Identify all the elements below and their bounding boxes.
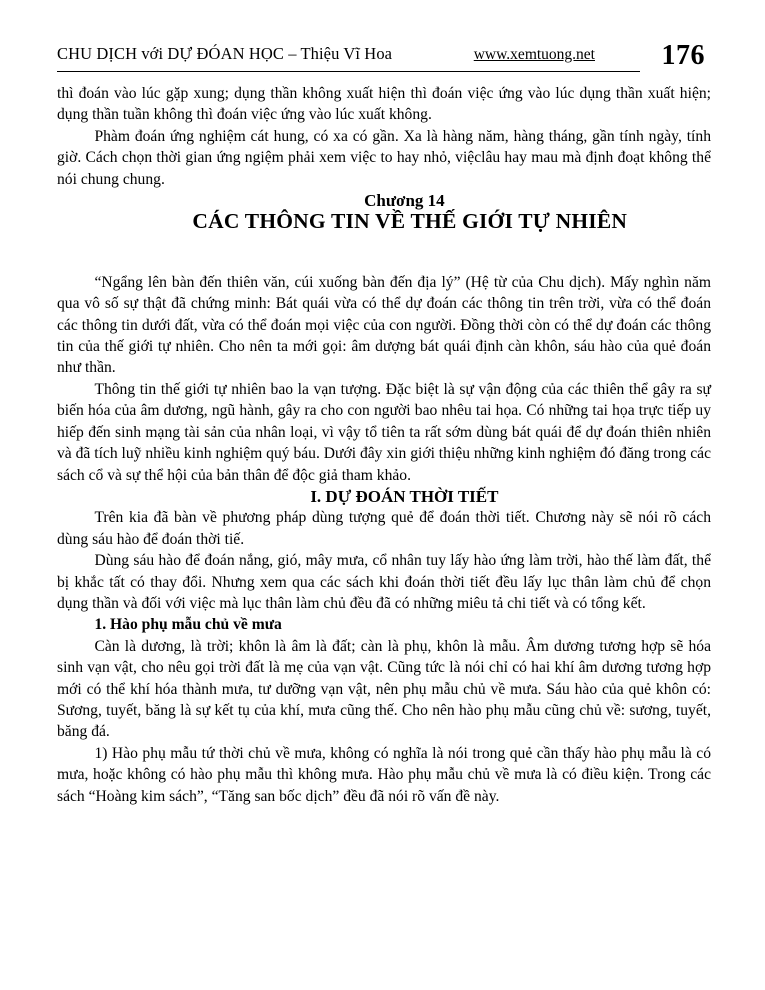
book-title: CHU DỊCH với DỰ ĐÓAN HỌC – Thiệu Vĩ Hoa xyxy=(57,44,393,63)
paragraph-thong-tin: Thông tin thế giới tự nhiên bao la vạn tượng. Đặc biệt là sự vận động của các thiên thể gây ra sự biến hóa của âm dương, ngũ hành, gây ra cho con người bao nhêu tai họa. Có những tai họa trực tiếp uy hiếp đến sinh mạng tài sản của nhân loại, vì vậy tổ tiên ta rất sớm dùng bát quái để dự đoán thiên nhiên và đã tích luỹ nhiều kinh nghiệm quý báu. Dưới đây xin giới thiệu những kinh nghiệm đó đăng trong các sách cổ và sự thể hội của bản thân để độc giả tham khảo. xyxy=(57,380,712,484)
chapter-title: CÁC THÔNG TIN VỀ THẾ GIỚI TỰ NHIÊN xyxy=(192,209,628,234)
page-header xyxy=(0,0,765,71)
page-number: 176 xyxy=(661,40,705,71)
website-link[interactable]: www.xemtuong.net xyxy=(473,46,595,63)
paragraph-tren-kia: Trên kia đã bàn về phương pháp dùng tượng quẻ để đoán thời tiết. Chương này sẽ nói rõ cách dùng sáu hào để đoán thời tiế. xyxy=(57,509,711,548)
paragraph-ngang-len: “Ngẩng lên bàn đến thiên văn, cúi xuống bàn đến địa lý” (Hệ từ của Chu dịch). Mấy nghìn năm qua vô số sự thật đã chứng minh: Bát quái vừa có thể dự đoán các thông tin trên trời, vừa có thể đoán các thông tin dưới đất, vừa có thể đoán mọi việc của con người. Đồng thời còn có thể dự đoán các thông tin của thế giới tự nhiên. Cho nên ta mới gọi: âm dượng bát quái định càn khôn, sáu hào của quẻ đoán như thần. xyxy=(57,273,711,377)
paragraph-dung-sau-hao: Dùng sáu hào để đoán nắng, gió, mây mưa, cổ nhân tuy lấy hào ứng làm trời, hào thế làm đất, thể bị khắc tất có thay đổi. Nhưng xem qua các sách khi đoán thời tiết đều lấy lục thân làm chủ để chọn dụng thần và đối với việc mà lục thân làm chủ đều đã có những miêu tả chi tiết và có tổng kết. xyxy=(57,552,711,612)
page-body xyxy=(0,72,765,807)
paragraph-pham-doan: Phàm đoán ứng nghiệm cát hung, có xa có gần. Xa là hàng năm, hàng tháng, gần tính ngày, tính giờ. Cách chọn thời gian ứng ngiệm phải xem việc to hay nhỏ, việclâu hay mau mà định đoạt không thể nói chung chung. xyxy=(57,127,711,188)
section-title: I. DỰ ĐOÁN THỜI TIẾT xyxy=(310,486,499,506)
paragraph-carryover: thì đoán vào lúc gặp xung; dụng thần không xuất hiện thì đoán việc ứng vào lúc dụng thần xuất hiện; dụng thần tuần không thì đoán việc ứng vào lúc xuất không. xyxy=(57,85,711,124)
chapter-label: Chương 14 xyxy=(364,191,445,211)
spacer xyxy=(57,233,711,272)
header-row xyxy=(57,44,640,64)
subsection-title: 1. Hào phụ mẫu chủ về mưa xyxy=(94,616,282,634)
paragraph-hao-phu-mau: 1) Hào phụ mẫu tứ thời chủ về mưa, không có nghĩa là nói trong quẻ cần thấy hào phụ mẫu là có mưa, hoặc không có hào phụ mẫu thì không mưa. Hào phụ mẫu chủ về mưa là có điều kiện. Trong các sách “Hoàng kim sách”, “Tăng san bốc dịch” đều đã nói rõ vấn đề này. xyxy=(57,744,711,805)
paragraph-can-la-duong: Càn là dương, là trời; khôn là âm là đất; càn là phụ, khôn là mẫu. Âm dương tương hợp sẽ hóa sinh vạn vật, cho nêu gọi trời đất là mẹ của vạn vật. Cũng tức là nói chỉ có hai khí âm dương tương hợp mới có thể khí hóa thành mưa, tư dưỡng vạn vật, nên phụ mẫu chủ về mưa. Sáu hào của quẻ khôn có: Sương, tuyết, băng là sự kết tụ của khí, mưa cũng thế. Cho nên hào phụ mẫu cũng chủ về: sương, tuyết, băng đá. xyxy=(57,637,711,741)
